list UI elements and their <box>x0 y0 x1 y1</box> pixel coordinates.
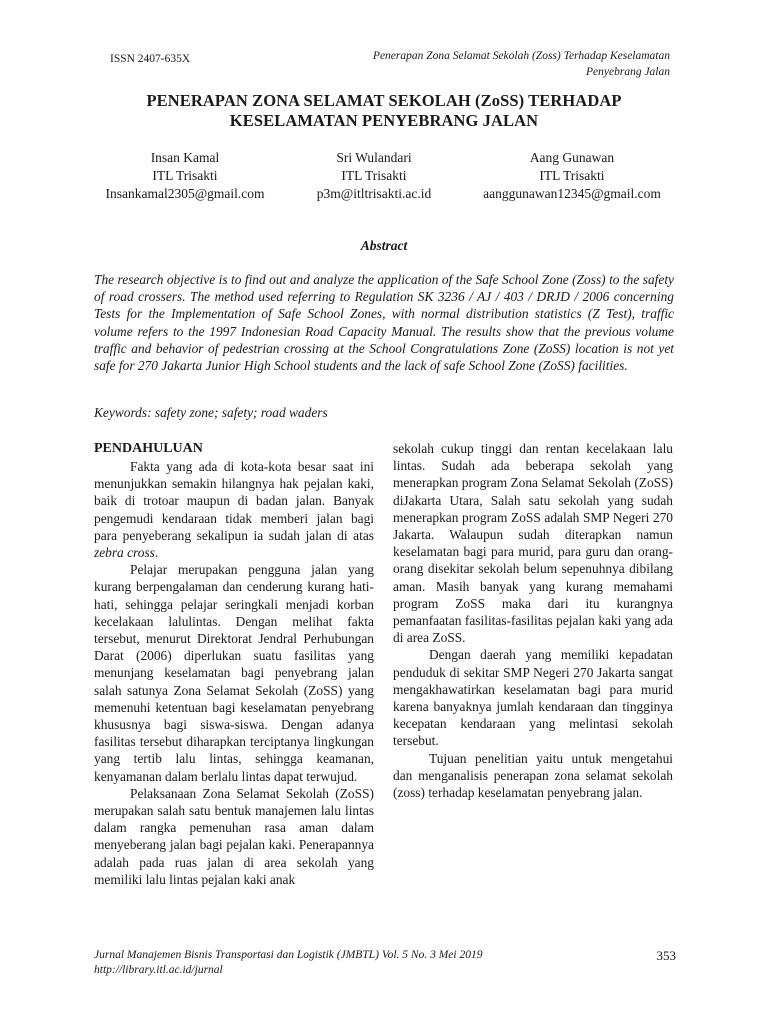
running-title <box>310 48 670 80</box>
paragraph <box>94 458 374 561</box>
paragraph: Tujuan penelitian yaitu untuk mengetahui dan menganalisis penerapan zona selamat sekolah (zoss) terhadap keselamatan penyebrang jalan. <box>393 750 673 801</box>
running-title-line1: Penerapan Zona Selamat Sekolah (Zoss) Terhadap Keselamatan <box>372 50 670 62</box>
left-column <box>94 440 374 888</box>
author-email: p3m@itltrisakti.ac.id <box>316 186 432 201</box>
right-column <box>393 440 673 801</box>
author-email: Insankamal2305@gmail.com <box>105 186 265 201</box>
paper-title-line1: PENERAPAN ZONA SELAMAT SEKOLAH (ZoSS) TERHADAP <box>146 91 622 110</box>
abstract-heading: Abstract <box>360 238 408 253</box>
author-name: Insan Kamal <box>150 150 220 165</box>
author-name: Aang Gunawan <box>529 150 615 165</box>
author-affiliation: ITL Trisakti <box>152 168 218 183</box>
paragraph-emphasis: zebra cross <box>94 545 155 561</box>
author-affiliation: ITL Trisakti <box>539 168 605 183</box>
paragraph-text: . <box>154 545 159 561</box>
author-name: Sri Wulandari <box>336 150 412 165</box>
journal-name: Jurnal Manajemen Bisnis Transportasi dan Logistik (JMBTL) Vol. 5 No. 3 Mei 2019 <box>94 949 483 961</box>
author-block <box>452 149 692 203</box>
paper-title <box>60 91 708 131</box>
issn: ISSN 2407-635X <box>110 53 191 65</box>
keywords: Keywords: safety zone; safety; road waders <box>94 405 328 420</box>
paragraph: Dengan daerah yang memiliki kepadatan penduduk di sekitar SMP Negeri 270 Jakarta sangat mengakhawatirkan keselamatan bagi para murid karena banyaknya jumlah kendaraan dan tingginya kecepatan kendaraan yang melintasi sekolah tersebut. <box>393 647 673 749</box>
author-affiliation: ITL Trisakti <box>341 168 407 183</box>
journal-url: http://library.itl.ac.id/jurnal <box>94 964 223 976</box>
paper-title-line2: KESELAMATAN PENYEBRANG JALAN <box>229 111 539 130</box>
paragraph: Pelajar merupakan pengguna jalan yang kurang berpengalaman dan cenderung kurang hati-hati, sehingga pelajar seringkali menjadi korban kecelakaan lalulintas. Dengan melihat fakta tersebut, menurut Direktorat Jendral Perhubungan Darat (2006) diperlukan suatu fasilitas yang menunjang keselamatan bagi penyebrang jalan salah satunya Zona Selamat Sekolah (ZoSS) yang memenuhi ketentuan bagi keselamatan penyebrang khususnya bagi siswa-siswa. Dengan adanya fasilitas tersebut diharapkan terciptanya lingkungan yang tertib lalu lintas, sehingga keamanan, kenyamanan dalam berlalu lintas dapat terwujud. <box>94 562 374 784</box>
running-title-line2: Penyebrang Jalan <box>586 66 670 78</box>
author-email: aanggunawan12345@gmail.com <box>483 186 661 201</box>
paragraph: Pelaksanaan Zona Selamat Sekolah (ZoSS) merupakan salah satu bentuk manajemen lalu lintas dalam rangka pemenuhan rasa aman dalam menyeberang jalan bagi pejalan kaki. Penerapannya adalah pada ruas jalan di area sekolah yang memiliki lalu lintas pejalan kaki anak <box>94 785 374 887</box>
page-number: 353 <box>656 948 676 963</box>
abstract-body: The research objective is to find out and analyze the application of the Safe School Zone (Zoss) to the safety of road crossers. The method used referring to Regulation SK 3236 / AJ / 403 / DRJD / 2006 concerning Tests for the Implementation of Safe School Zones, with normal distribution statistics (Z Test), traffic volume refers to the 1997 Indonesian Road Capacity Manual. The results show that the previous volume traffic and behavior of pedestrian crossing at the School Congratulations Zone (ZoSS) location is not yet safe for 270 Jakarta Junior High School students and the lack of safe School Zone (ZoSS) facilities. <box>94 272 674 374</box>
section-heading: PENDAHULUAN <box>94 441 203 456</box>
paragraph-text: Fakta yang ada di kota-kota besar saat ini menunjukkan semakin hilangnya hak pejalan kaki, baik di trotoar maupun di badan jalan. Banyak pengemudi kendaraan tidak memberi jalan bagi para penyeberang sekalipun ia sudah jalan di atas <box>94 459 374 543</box>
paragraph: sekolah cukup tinggi dan rentan kecelakaan lalu lintas. Sudah ada beberapa sekolah yang menerapkan program Zona Selamat Sekolah (ZoSS) diJakarta Utara, Salah satu sekolah yang sudah menerapkan program ZoSS adalah SMP Negeri 270 Jakarta. Walaupun sudah diterapkan namun keselamatan bagi para murid, para guru dan orang-orang disekitar sekolah belum sepenuhnya dibilang aman. Masih banyak yang kurang memahami program ZoSS maka dari itu kurangnya pemanfaatan fasilitas-fasilitas pejalan kaki yang ada di area ZoSS. <box>393 441 674 646</box>
journal-footer <box>94 948 514 978</box>
